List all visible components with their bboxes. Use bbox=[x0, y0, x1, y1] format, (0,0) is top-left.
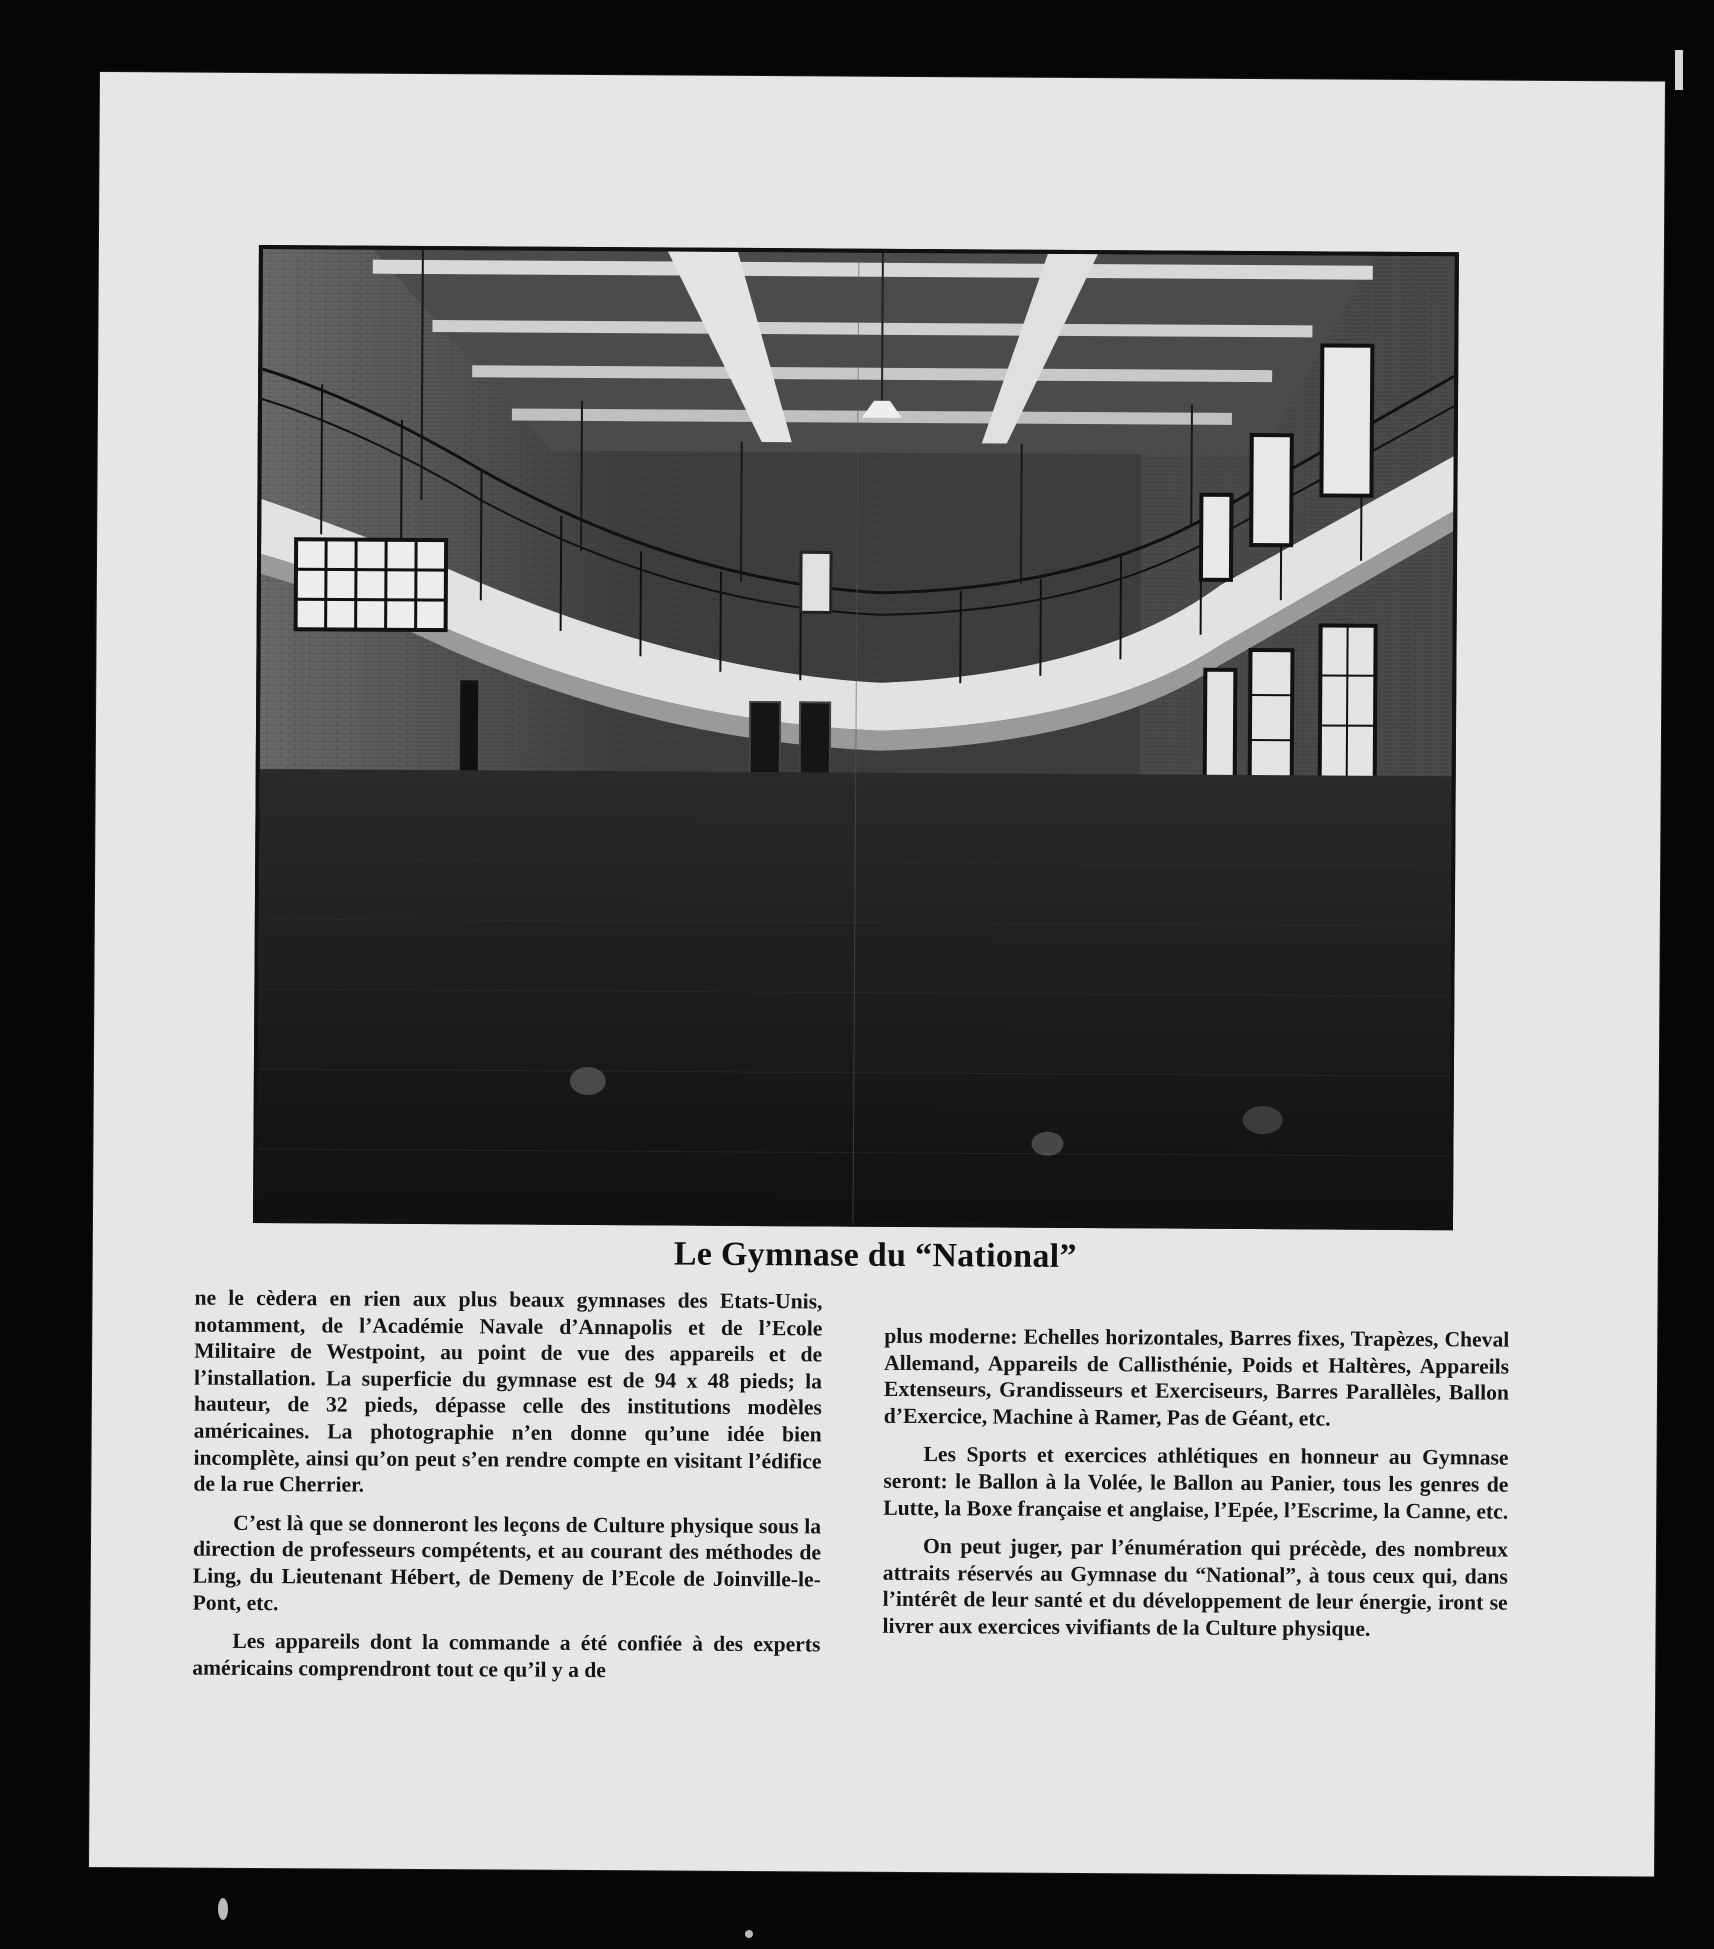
scan-speck bbox=[745, 1930, 753, 1938]
scan-speck bbox=[218, 1898, 228, 1920]
scanned-page bbox=[89, 72, 1665, 1877]
paragraph: On peut juger, par l’énumération qui précède, des nombreux attraits réservés au Gymnase du “National”, à tous ceux qui, dans l’intérêt de leur santé et du développement de leur énergie, iront se livrer aux exercices vivifiants de la Culture physique. bbox=[882, 1534, 1509, 1641]
paragraph: C’est là que se donneront les leçons de Culture physique sous la direction de professeurs compétents, et au courant des méthodes de Ling, du Lieutenant Hébert, de Demeny de l’Ecole de Joinville-le-Pont, etc. bbox=[192, 1510, 822, 1615]
paragraph: ne le cèdera en rien aux plus beaux gymnases des Etats-Unis, notamment, de l’Académie Navale d’Annapolis et de l’Ecole Militaire de Westpoint, au point de vue des appareils et de l’installation. La superficie du gymnase est de 94 x 48 pieds; la hauteur, de 32 pieds, dépasse celle des institutions modèles américaines. La photographie n’en donne qu’une idée bien incomplète, ainsi qu’on peut s’en rendre compte en visitant l’édifice de la rue Cherrier. bbox=[193, 1285, 823, 1497]
paragraph: Les Sports et exercices athlétiques en honneur au Gymnase seront: le Ballon à la Volée, le Ballon au Panier, tous les genres de Lutte, la Boxe française et anglaise, l’Epée, l’Escrime, la Canne, etc. bbox=[883, 1442, 1509, 1524]
page-edge-mark bbox=[1675, 50, 1683, 90]
gymnasium-photo-illustration bbox=[257, 249, 1455, 1226]
left-column bbox=[192, 1285, 822, 1697]
article-title: Le Gymnase du “National” bbox=[673, 1235, 1077, 1275]
paragraph: plus moderne: Echelles horizontales, Barres fixes, Trapèzes, Cheval Allemand, Appareils de Callisthénie, Poids et Haltères, Appareils Extenseurs, Grandisseurs et Exerciseurs, Barres Parallèles, Ballon d’Exercice, Machine à Ramer, Pas de Géant, etc. bbox=[883, 1323, 1510, 1431]
paragraph: Les appareils dont la commande a été confiée à des experts américains comprendront tout ce qu’il y a de bbox=[192, 1628, 821, 1682]
right-column bbox=[882, 1323, 1509, 1655]
gymnasium-photograph bbox=[253, 245, 1459, 1230]
